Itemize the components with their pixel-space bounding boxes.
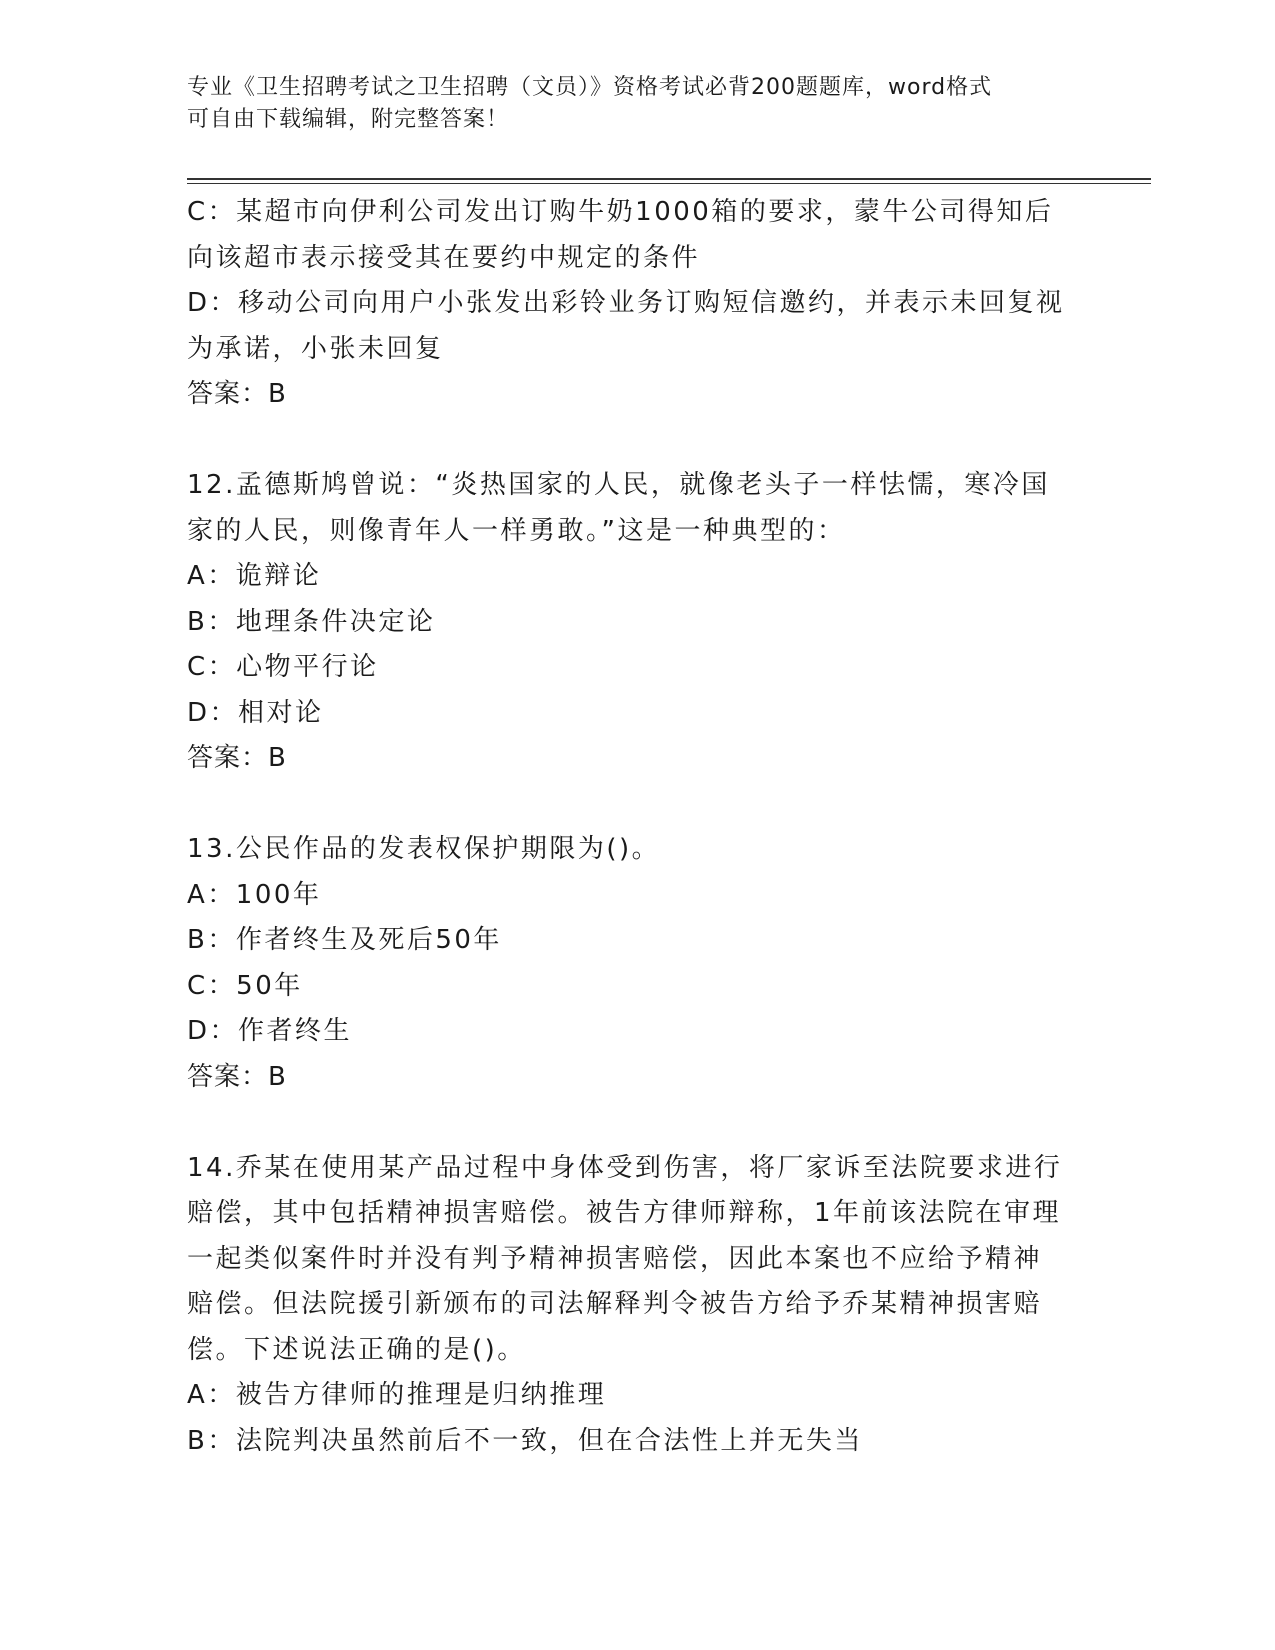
header-line-2: 可自由下载编辑，附完整答案！ [187, 107, 510, 132]
q13-option-b: B：作者终生及死后50年 [187, 925, 502, 955]
q14-stem-line-2: 赔偿，其中包括精神损害赔偿。被告方律师辩称，1年前该法院在审理 [187, 1198, 1062, 1228]
q12-option-c: C：心物平行论 [187, 652, 379, 682]
q11-option-c-line-1: C：某超市向伊利公司发出订购牛奶1000箱的要求，蒙牛公司得知后 [187, 197, 1054, 227]
q12-answer: 答案：B [187, 743, 287, 773]
q12-option-a: A：诡辩论 [187, 561, 322, 591]
q11-answer: 答案：B [187, 379, 287, 409]
q12-option-d: D：相对论 [187, 697, 324, 728]
q14-stem-line-3: 一起类似案件时并没有判予精神损害赔偿，因此本案也不应给予精神 [187, 1243, 1043, 1274]
q12-stem-line-1: 12.孟德斯鸠曾说：“炎热国家的人民，就像老头子一样怯懦，寒冷国 [187, 470, 1050, 500]
q13-stem: 13.公民作品的发表权保护期限为()。 [187, 834, 661, 864]
q14-option-a: A：被告方律师的推理是归纳推理 [187, 1380, 607, 1410]
q13-answer: 答案：B [187, 1061, 287, 1092]
q11-option-d-line-2: 为承诺，小张未回复 [187, 333, 444, 364]
q14-stem-line-1: 14.乔某在使用某产品过程中身体受到伤害，将厂家诉至法院要求进行 [187, 1152, 1063, 1183]
q14-option-b: B：法院判决虽然前后不一致，但在合法性上并无失当 [187, 1425, 863, 1456]
document-body [187, 190, 1087, 1464]
header-line-1: 专业《卫生招聘考试之卫生招聘（文员）》资格考试必背200题题库，word格式 [187, 75, 993, 100]
q14-stem-line-5: 偿。下述说法正确的是()。 [187, 1334, 526, 1365]
q11-option-c-line-2: 向该超市表示接受其在要约中规定的条件 [187, 242, 701, 273]
spacer [187, 782, 1087, 828]
q13-option-c: C：50年 [187, 970, 303, 1001]
q12-stem-line-2: 家的人民，则像青年人一样勇敢。”这是一种典型的： [187, 515, 846, 546]
q12-option-b: B：地理条件决定论 [187, 606, 436, 637]
q14-stem-line-4: 赔偿。但法院援引新颁布的司法解释判令被告方给予乔某精神损害赔 [187, 1289, 1043, 1319]
q13-option-a: A：100年 [187, 879, 322, 910]
spacer [187, 1100, 1087, 1146]
header-divider [187, 178, 1151, 184]
q13-option-d: D：作者终生 [187, 1016, 353, 1046]
q11-option-d-line-1: D：移动公司向用户小张发出彩铃业务订购短信邀约，并表示未回复视 [187, 288, 1065, 318]
document-header [187, 72, 1067, 136]
spacer [187, 418, 1087, 464]
